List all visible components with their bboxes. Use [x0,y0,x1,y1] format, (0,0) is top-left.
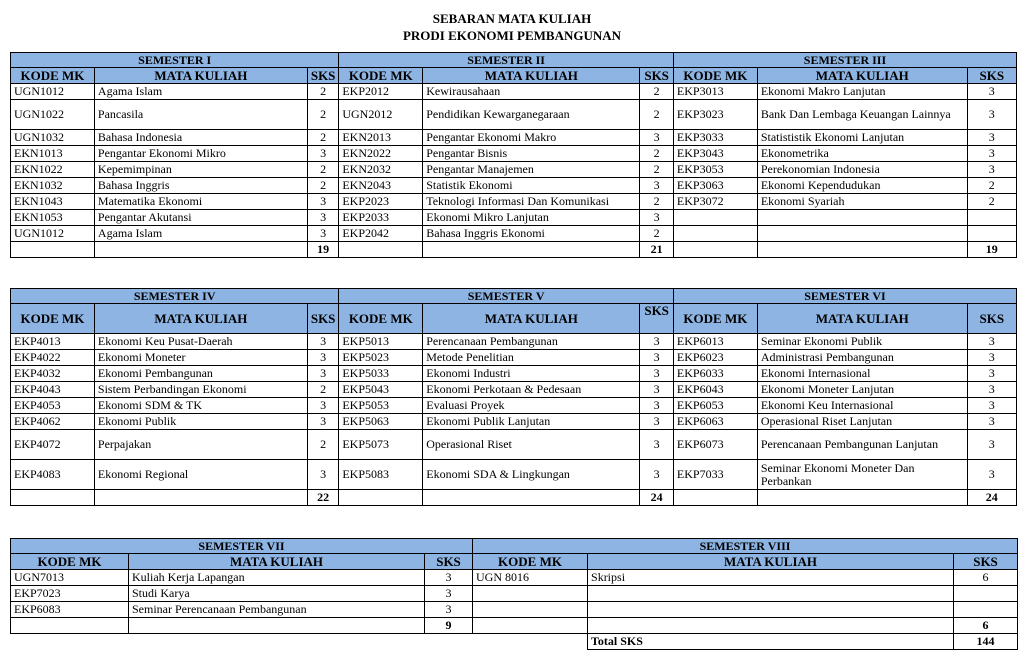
column-header-kode: KODE MK [339,68,423,84]
course-sks: 3 [640,130,674,146]
table-row [11,382,1017,398]
course-sks: 3 [307,398,338,414]
semester-header: SEMESTER VI [673,289,1016,304]
course-code: EKP6023 [673,350,757,366]
table-row [11,430,1017,460]
grand-total-label: Total SKS [588,634,954,650]
table-row [11,178,1017,194]
course-sks: 3 [967,100,1016,130]
course-name: Pengantar Ekonomi Makro [423,130,640,146]
course-name: Pengantar Akutansi [94,210,307,226]
course-sks: 2 [640,84,674,100]
column-header-sks: SKS [425,554,473,570]
course-name: Kewirausahaan [423,84,640,100]
course-code: EKN2043 [339,178,423,194]
course-sks: 2 [307,178,338,194]
course-name: Operasional Riset [423,430,640,460]
table-row [11,460,1017,490]
table-row [11,586,1018,602]
course-code: EKP3023 [673,100,757,130]
semester-header: SEMESTER VII [11,539,473,554]
course-sks [954,602,1018,618]
course-sks: 3 [307,350,338,366]
course-name: Seminar Ekonomi Publik [757,334,967,350]
course-name: Pendidikan Kewarganegaraan [423,100,640,130]
course-code: EKN2022 [339,146,423,162]
course-name: Ekonometrika [757,146,967,162]
total-sks: 6 [954,618,1018,634]
grand-total-value: 144 [954,634,1018,650]
course-code: EKP3053 [673,162,757,178]
course-name: Skripsi [588,570,954,586]
document-title [0,10,1024,44]
course-code: EKN2013 [339,130,423,146]
table-row [11,350,1017,366]
course-sks: 6 [954,570,1018,586]
course-name: Pancasila [94,100,307,130]
course-code: EKP3033 [673,130,757,146]
course-name: Pengantar Manajemen [423,162,640,178]
course-sks [954,586,1018,602]
course-code: EKP4072 [11,430,95,460]
course-sks: 3 [640,398,674,414]
course-code: EKP6013 [673,334,757,350]
course-code: UGN1012 [11,84,95,100]
semester-table-4-6 [10,288,1017,506]
course-code: EKP6063 [673,414,757,430]
course-code: EKP4032 [11,366,95,382]
column-header-kode: KODE MK [11,304,95,334]
course-sks: 3 [425,586,473,602]
column-header-mata-kuliah: MATA KULIAH [757,304,967,334]
semester-table-1-3 [10,52,1017,258]
course-name: Ekonomi Publik Lanjutan [423,414,640,430]
course-sks: 3 [967,162,1016,178]
total-sks: 19 [967,242,1016,258]
semester-header: SEMESTER III [673,53,1016,68]
course-sks: 3 [425,570,473,586]
course-name: Ekonomi Keu Pusat-Daerah [94,334,307,350]
course-code: EKP4083 [11,460,95,490]
course-sks: 2 [307,84,338,100]
course-code: EKP3043 [673,146,757,162]
course-code: EKN1022 [11,162,95,178]
course-name [588,586,954,602]
course-name: Seminar Ekonomi Moneter Dan Perbankan [757,460,967,490]
course-code: EKN2032 [339,162,423,178]
total-sks: 9 [425,618,473,634]
course-code: UGN 8016 [473,570,588,586]
course-name: Ekonomi Pembangunan [94,366,307,382]
course-code: EKP7033 [673,460,757,490]
course-name: Perencanaan Pembangunan Lanjutan [757,430,967,460]
course-name: Kepemimpinan [94,162,307,178]
table-row [11,398,1017,414]
course-sks: 2 [640,226,674,242]
column-header-kode: KODE MK [339,304,423,334]
course-name: Bank Dan Lembaga Keuangan Lainnya [757,100,967,130]
table-row [11,570,1018,586]
course-name: Ekonomi Keu Internasional [757,398,967,414]
column-header-sks: SKS [640,68,674,84]
course-name: Perpajakan [94,430,307,460]
column-header-sks: SKS [967,68,1016,84]
course-name: Ekonomi Industri [423,366,640,382]
column-header-mata-kuliah: MATA KULIAH [94,304,307,334]
course-code: EKP5013 [339,334,423,350]
course-sks: 3 [307,146,338,162]
course-sks: 3 [967,430,1016,460]
course-name: Studi Karya [129,586,425,602]
course-name: Bahasa Inggris Ekonomi [423,226,640,242]
table-row [11,146,1017,162]
column-header-kode: KODE MK [473,554,588,570]
course-name: Ekonomi Internasional [757,366,967,382]
column-header-sks: SKS [967,304,1016,334]
course-code: EKP6043 [673,382,757,398]
course-code: EKP6073 [673,430,757,460]
course-code [473,602,588,618]
course-code: EKN1043 [11,194,95,210]
course-sks: 3 [640,366,674,382]
course-sks: 2 [640,162,674,178]
course-code: EKP4062 [11,414,95,430]
column-header-sks: SKS [954,554,1018,570]
course-name: Sistem Perbandingan Ekonomi [94,382,307,398]
column-header-mata-kuliah: MATA KULIAH [757,68,967,84]
column-header-mata-kuliah: MATA KULIAH [423,304,640,334]
course-name: Ekonomi Regional [94,460,307,490]
course-sks [967,210,1016,226]
course-name: Pengantar Bisnis [423,146,640,162]
course-sks: 3 [967,414,1016,430]
course-sks: 3 [967,84,1016,100]
course-sks: 2 [307,162,338,178]
title-line-2: PRODI EKONOMI PEMBANGUNAN [402,28,622,43]
course-name: Ekonomi Moneter Lanjutan [757,382,967,398]
course-code: EKP4022 [11,350,95,366]
course-code: EKP5073 [339,430,423,460]
total-sks: 24 [640,490,674,506]
course-sks: 2 [307,430,338,460]
course-sks: 2 [640,146,674,162]
column-header-sks: SKS [307,68,338,84]
course-sks: 3 [967,146,1016,162]
total-sks: 24 [967,490,1016,506]
course-name: Bahasa Inggris [94,178,307,194]
course-name: Ekonomi Syariah [757,194,967,210]
course-sks: 3 [307,334,338,350]
course-sks: 3 [307,210,338,226]
course-name: Ekonomi Mikro Lanjutan [423,210,640,226]
course-sks: 2 [307,100,338,130]
column-header-mata-kuliah: MATA KULIAH [94,68,307,84]
course-name: Kuliah Kerja Lapangan [129,570,425,586]
table-row [11,130,1017,146]
course-code: EKP5063 [339,414,423,430]
title-line-1: SEBARAN MATA KULIAH [432,11,592,26]
course-name: Agama Islam [94,84,307,100]
course-sks: 2 [640,194,674,210]
course-code: EKP5043 [339,382,423,398]
column-header-kode: KODE MK [673,304,757,334]
course-code: UGN1012 [11,226,95,242]
course-sks: 3 [640,210,674,226]
course-code: EKP6033 [673,366,757,382]
course-code [473,586,588,602]
total-sks: 19 [307,242,338,258]
column-header-sks: SKS [307,304,338,334]
course-name: Ekonomi Perkotaan & Pedesaan [423,382,640,398]
course-sks: 3 [967,366,1016,382]
course-name: Statistik Ekonomi [423,178,640,194]
table-row [11,210,1017,226]
course-code: EKP5033 [339,366,423,382]
course-sks: 3 [640,382,674,398]
course-sks: 3 [967,460,1016,490]
course-code: EKN1053 [11,210,95,226]
course-sks: 2 [967,178,1016,194]
course-sks: 3 [967,382,1016,398]
course-sks: 3 [967,398,1016,414]
course-name: Ekonomi Kependudukan [757,178,967,194]
table-row [11,162,1017,178]
course-code: EKN1013 [11,146,95,162]
course-sks: 3 [640,350,674,366]
course-code: EKN1032 [11,178,95,194]
course-name: Teknologi Informasi Dan Komunikasi [423,194,640,210]
course-code: EKP5083 [339,460,423,490]
course-code: EKP2012 [339,84,423,100]
course-name: Perencanaan Pembangunan [423,334,640,350]
course-name: Seminar Perencanaan Pembangunan [129,602,425,618]
course-code: UGN7013 [11,570,129,586]
course-sks: 3 [640,178,674,194]
course-name: Ekonomi Moneter [94,350,307,366]
course-sks: 3 [640,334,674,350]
course-code: EKP3063 [673,178,757,194]
course-sks: 3 [640,430,674,460]
column-header-mata-kuliah: MATA KULIAH [129,554,425,570]
column-header-kode: KODE MK [11,68,95,84]
semester-header: SEMESTER VIII [473,539,1018,554]
table-row [11,366,1017,382]
course-name: Operasional Riset Lanjutan [757,414,967,430]
course-sks: 3 [967,130,1016,146]
course-code: EKP5053 [339,398,423,414]
course-name: Agama Islam [94,226,307,242]
course-code: EKP5023 [339,350,423,366]
course-sks: 2 [307,130,338,146]
course-code: UGN1022 [11,100,95,130]
course-sks: 3 [307,460,338,490]
course-code: EKP3072 [673,194,757,210]
course-name: Statististik Ekonomi Lanjutan [757,130,967,146]
course-name: Ekonomi SDM & TK [94,398,307,414]
column-header-sks: SKS [640,304,674,334]
course-name: Matematika Ekonomi [94,194,307,210]
course-sks: 3 [425,602,473,618]
table-row [11,100,1017,130]
course-name [757,210,967,226]
course-code: EKP6053 [673,398,757,414]
course-sks: 2 [640,100,674,130]
semester-header: SEMESTER I [11,53,339,68]
course-name [757,226,967,242]
total-sks: 21 [640,242,674,258]
table-row [11,226,1017,242]
course-name: Bahasa Indonesia [94,130,307,146]
column-header-mata-kuliah: MATA KULIAH [588,554,954,570]
course-name [588,602,954,618]
course-code: EKP2033 [339,210,423,226]
course-sks: 3 [967,350,1016,366]
course-code: EKP2023 [339,194,423,210]
course-code: UGN1032 [11,130,95,146]
course-sks: 3 [640,460,674,490]
semester-header: SEMESTER II [339,53,674,68]
course-code: EKP4043 [11,382,95,398]
course-sks: 3 [307,194,338,210]
course-sks [967,226,1016,242]
course-name: Administrasi Pembangunan [757,350,967,366]
column-header-kode: KODE MK [11,554,129,570]
course-code: UGN2012 [339,100,423,130]
table-row [11,602,1018,618]
column-header-kode: KODE MK [673,68,757,84]
table-row [11,84,1017,100]
column-header-mata-kuliah: MATA KULIAH [423,68,640,84]
semester-table-7-8 [10,538,1018,650]
course-name: Ekonomi Makro Lanjutan [757,84,967,100]
course-sks: 3 [307,226,338,242]
total-sks: 22 [307,490,338,506]
course-sks: 2 [967,194,1016,210]
semester-header: SEMESTER V [339,289,674,304]
course-sks: 3 [307,414,338,430]
course-code: EKP4053 [11,398,95,414]
course-code: EKP4013 [11,334,95,350]
course-name: Metode Penelitian [423,350,640,366]
course-sks: 3 [640,414,674,430]
table-row [11,194,1017,210]
course-name: Pengantar Ekonomi Mikro [94,146,307,162]
course-sks: 3 [967,334,1016,350]
course-code: EKP7023 [11,586,129,602]
course-code [673,210,757,226]
course-code: EKP2042 [339,226,423,242]
table-row [11,414,1017,430]
course-name: Perekonomian Indonesia [757,162,967,178]
course-code [673,226,757,242]
course-code: EKP3013 [673,84,757,100]
course-sks: 3 [307,366,338,382]
semester-header: SEMESTER IV [11,289,339,304]
table-row [11,334,1017,350]
course-name: Evaluasi Proyek [423,398,640,414]
course-name: Ekonomi SDA & Lingkungan [423,460,640,490]
course-name: Ekonomi Publik [94,414,307,430]
course-code: EKP6083 [11,602,129,618]
course-sks: 2 [307,382,338,398]
